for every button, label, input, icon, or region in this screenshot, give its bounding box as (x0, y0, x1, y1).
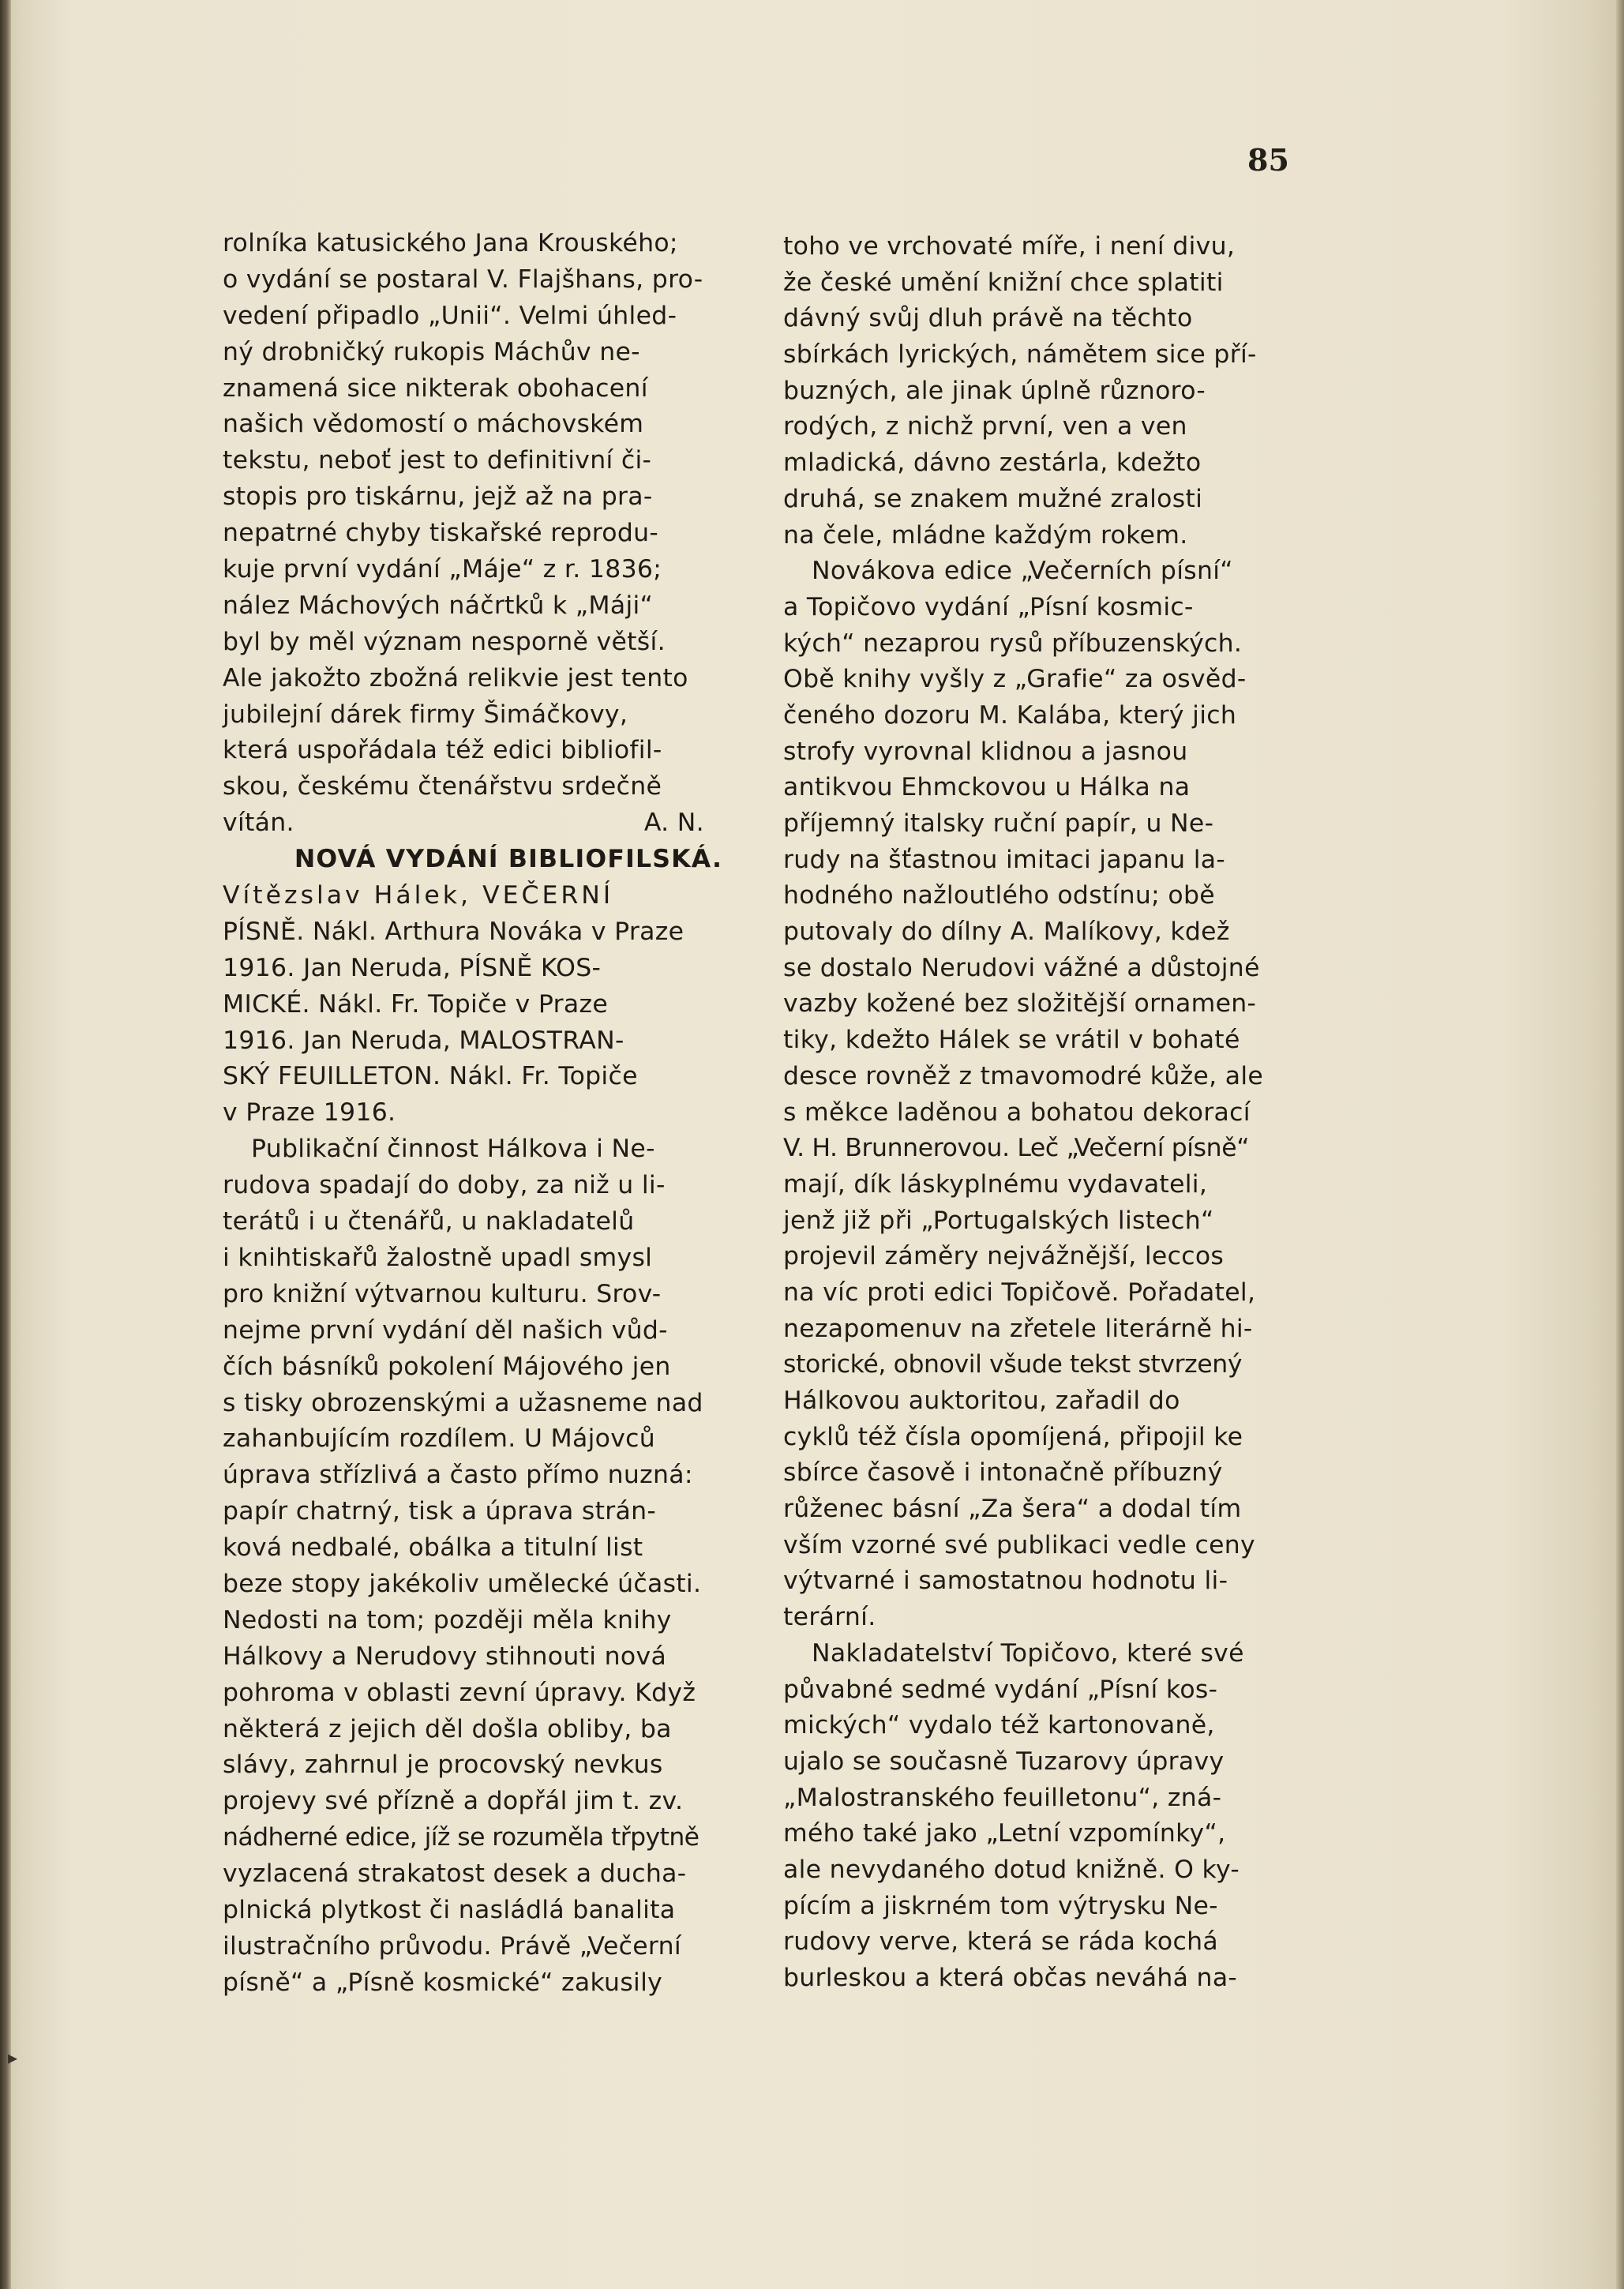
text-line: Hálkovy a Nerudovy stihnouti nová (223, 1642, 667, 1671)
text-line: Vítězslav Hálek, VEČERNÍ (223, 881, 614, 910)
author-initials: A. N. (643, 809, 704, 838)
text-line: i knihtiskařů žalostně upadl smysl (223, 1243, 653, 1272)
text-line: toho ve vrchovaté míře, i není divu, (783, 232, 1236, 261)
text-line: některá z jejich děl došla obliby, ba (223, 1714, 672, 1743)
text-line: Novákova edice „Večerních písní“ (812, 557, 1233, 586)
text-line: vším vzorné své publikaci vedle ceny (783, 1530, 1255, 1559)
text-line: ale nevydaného dotud knižně. O ky- (783, 1855, 1240, 1884)
text-line: Nedosti na tom; později měla knihy (223, 1605, 672, 1634)
text-line: úprava střízlivá a často přímo nuzná: (223, 1461, 693, 1490)
text-line: rolníka katusického Jana Krouského; (223, 229, 678, 257)
text-line: rudova spadají do doby, za niž u li- (223, 1171, 666, 1200)
text-line: dávný svůj dluh právě na těchto (783, 304, 1193, 333)
signature-line (223, 805, 759, 842)
text-line: burleskou a která občas neváhá na- (783, 1964, 1238, 1992)
text-line: Nakladatelství Topičovo, které své (812, 1638, 1244, 1668)
text-line: mají, dík láskyplnému vydavateli, (783, 1169, 1208, 1199)
text-line: stopis pro tiskárnu, jejž až na pra- (223, 482, 653, 512)
section-heading: NOVÁ VYDÁNÍ BIBLIOFILSKÁ. (294, 845, 723, 874)
text-line: zahanbujícím rozdílem. U Májovců (223, 1424, 656, 1454)
text-line: nezapomenuv na zřetele literárně hi- (783, 1314, 1253, 1343)
text-line: cyklů též čísla opomíjená, připojil ke (783, 1422, 1243, 1451)
text-line: MICKÉ. Nákl. Fr. Topiče v Praze (223, 989, 609, 1019)
text-line: skou, českému čtenářstvu srdečně (223, 772, 662, 801)
text-line: PÍSNĚ. Nákl. Arthura Nováka v Praze (223, 917, 684, 946)
text-line: Obě knihy vyšly z „Grafie“ za osvěd- (783, 665, 1247, 694)
text-line: storické, obnovil všude tekst stvrzený (783, 1350, 1243, 1379)
text-line: ný drobničký rukopis Máchův ne- (223, 337, 640, 366)
text-line: na čele, mládne každým rokem. (783, 520, 1188, 550)
text-line: projevil záměry nejvážnější, leccos (783, 1242, 1225, 1271)
text-line: byl by měl význam nesporně větší. (223, 627, 666, 656)
binding-edge (0, 0, 11, 2289)
text-line: strofy vyrovnal klidnou a jasnou (783, 737, 1188, 766)
text-line: rodých, z nichž první, ven a ven (783, 412, 1187, 441)
text-line: putovaly do dílny A. Malíkovy, kdež (783, 917, 1230, 947)
text-line: čích básníků pokolení Májového jen (223, 1352, 671, 1381)
text-line: „Malostranského feuilletonu“, zná- (783, 1783, 1222, 1812)
text-line: a Topičovo vydání „Písní kosmic- (783, 592, 1194, 621)
text-line: nález Máchových náčrtků k „Máji“ (223, 591, 654, 620)
text-line: mladická, dávno zestárla, kdežto (783, 448, 1202, 478)
text-line: nepatrné chyby tiskařské reprodu- (223, 519, 659, 548)
text-line: beze stopy jakékoliv umělecké účasti. (223, 1569, 702, 1598)
text-line: terátů i u čtenářů, u nakladatelů (223, 1207, 635, 1236)
text-line: sbírkách lyrických, námětem sice pří- (783, 340, 1257, 370)
signature-text: vítán. (223, 809, 294, 838)
text-line: Ale jakožto zbožná relikvie jest tento (223, 663, 688, 692)
text-line: druhá, se znakem mužné zralosti (783, 484, 1203, 513)
text-line: hodného nažloutlého odstínu; obě (783, 881, 1215, 910)
text-line: našich vědomostí o máchovském (223, 410, 644, 439)
text-line: půvabné sedmé vydání „Písní kos- (783, 1675, 1218, 1704)
text-line: terární. (783, 1603, 876, 1632)
text-line: výtvarné i samostatnou hodnotu li- (783, 1567, 1228, 1596)
text-line: pícím a jiskrném tom výtrysku Ne- (783, 1891, 1218, 1920)
text-line: pohroma v oblasti zevní úpravy. Když (223, 1678, 696, 1707)
right-column (783, 229, 1320, 1997)
text-line: kuje první vydání „Máje“ z r. 1836; (223, 555, 662, 584)
text-line: vedení připadlo „Unii“. Velmi úhled- (223, 301, 677, 330)
text-line: antikvou Ehmckovou u Hálka na (783, 773, 1191, 802)
margin-mark: ▸ (8, 2047, 18, 2069)
text-line: tiky, kdežto Hálek se vrátil v bohaté (783, 1026, 1240, 1055)
text-line: jenž již při „Portugalských listech“ (783, 1206, 1214, 1235)
text-line: nádherné edice, jíž se rozuměla třpytně (223, 1823, 699, 1852)
text-line: slávy, zahrnul je procovský nevkus (223, 1751, 663, 1780)
text-line: plnická plytkost či nasládlá banalita (223, 1895, 676, 1924)
page-number: 85 (1247, 142, 1289, 178)
text-line: SKÝ FEUILLETON. Nákl. Fr. Topiče (223, 1062, 638, 1091)
text-line: na víc proti edici Topičově. Pořadatel, (783, 1278, 1256, 1307)
text-line: čeného dozoru M. Kalába, který jich (783, 700, 1237, 730)
text-line: kých“ nezaprou rysů příbuzenských. (783, 629, 1243, 658)
text-line: Hálkovou auktoritou, zařadil do (783, 1387, 1180, 1415)
text-line: rudy na šťastnou imitaci japanu la- (783, 845, 1226, 874)
text-line: rudovy verve, která se ráda kochá (783, 1927, 1218, 1957)
text-line: 1916. Jan Neruda, PÍSNĚ KOS- (223, 953, 602, 982)
text-line: projevy své přízně a dopřál jim t. zv. (223, 1787, 684, 1816)
text-line: Publikační činnost Hálkova i Ne- (251, 1135, 655, 1164)
text-line: mických“ vydalo též kartonovaně, (783, 1711, 1215, 1740)
text-line: s tisky obrozenskými a užasneme nad (223, 1388, 703, 1417)
text-line: V. H. Brunnerovou. Leč „Večerní písně“ (783, 1134, 1250, 1163)
text-line: ilustračního průvodu. Právě „Večerní (223, 1931, 681, 1961)
text-line: nejme první vydání děl našich vůd- (223, 1315, 668, 1345)
left-column (223, 226, 759, 2002)
text-line: písně“ a „Písně kosmické“ zakusily (223, 1968, 663, 1997)
text-line: která uspořádala též edici bibliofil- (223, 736, 662, 765)
text-line: růženec básní „Za šera“ a dodal tím (783, 1495, 1242, 1524)
text-line: znamená sice nikterak obohacení (223, 373, 648, 403)
text-line: o vydání se postaral V. Flajšhans, pro- (223, 265, 703, 294)
page-right-edge (1616, 0, 1624, 2289)
text-line: příjemný italsky ruční papír, u Ne- (783, 809, 1214, 838)
text-line: desce rovněž z tmavomodré kůže, ale (783, 1061, 1264, 1090)
text-line: ková nedbalé, obálka a titulní list (223, 1533, 643, 1563)
text-line: se dostalo Nerudovi vážné a důstojné (783, 953, 1260, 982)
text-line: mého také jako „Letní vzpomínky“, (783, 1819, 1226, 1848)
text-line: 1916. Jan Neruda, MALOSTRAN- (223, 1026, 624, 1055)
text-line: vyzlacená strakatost desek a ducha- (223, 1859, 687, 1889)
text-line: sbírce časově i intonačně příbuzný (783, 1458, 1223, 1488)
text-line: s měkce laděnou a bohatou dekorací (783, 1098, 1251, 1127)
text-line: ujalo se současně Tuzarovy úpravy (783, 1747, 1225, 1776)
text-line: papír chatrný, tisk a úprava strán- (223, 1497, 657, 1526)
text-line: pro knižní výtvarnou kulturu. Srov- (223, 1279, 662, 1308)
text-line: jubilejní dárek firmy Šimáčkovy, (223, 700, 628, 729)
text-line: tekstu, neboť jest to definitivní či- (223, 446, 652, 475)
text-line: buzných, ale jinak úplně různoro- (783, 376, 1206, 405)
text-line: v Praze 1916. (223, 1098, 396, 1128)
text-line: že české umění knižní chce splatiti (783, 268, 1224, 297)
text-line: vazby kožené bez složitější ornamen- (783, 989, 1257, 1019)
